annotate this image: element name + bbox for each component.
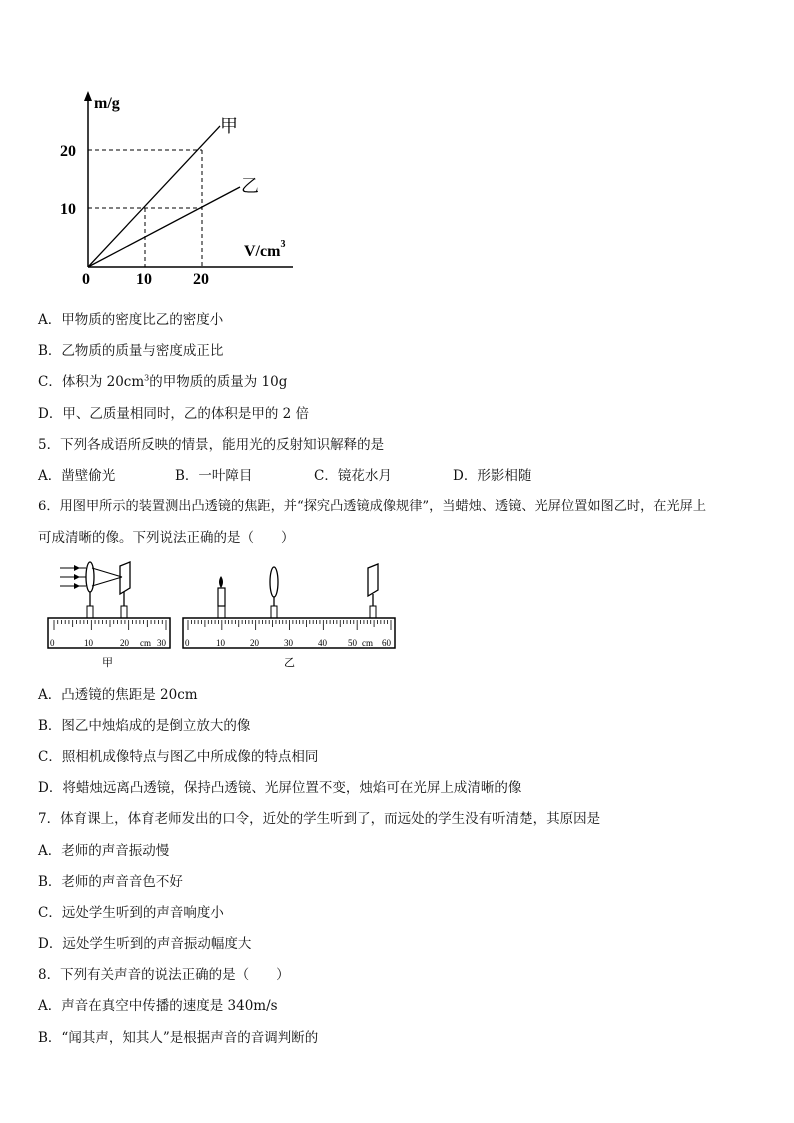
fig-jia-tick-20: 20 — [120, 638, 129, 648]
fig-yi-tick-10: 10 — [216, 638, 225, 648]
q5-option-b: B．一叶障目 — [175, 468, 253, 484]
fig-yi-tick-20: 20 — [250, 638, 259, 648]
label-jia: 甲 — [220, 116, 238, 136]
figure-yi — [180, 560, 400, 670]
q8-stem: 8．下列有关声音的说法正确的是（ ） — [38, 967, 290, 983]
q5-option-d: D．形影相随 — [453, 468, 532, 484]
fig-yi-tick-0: 0 — [185, 638, 190, 648]
x-tick-10: 10 — [136, 271, 152, 288]
x-tick-20: 20 — [193, 271, 209, 288]
label-yi: 乙 — [241, 176, 259, 196]
q4-option-a: A．甲物质的密度比乙的密度小 — [38, 312, 224, 328]
fig-yi-tick-60: 60 — [382, 638, 391, 648]
fig-yi-tick-40: 40 — [318, 638, 327, 648]
q5-option-a: A．凿壁偷光 — [38, 468, 116, 484]
figure-jia — [46, 560, 176, 670]
origin-label: 0 — [82, 271, 90, 288]
q6-stem-line1: 6．用图甲所示的装置测出凸透镜的焦距，并“探究凸透镜成像规律”，当蜡烛、透镜、光屏位置如图乙时，在光屏上 — [38, 499, 707, 514]
fig-yi-tick-50: 50 — [348, 638, 357, 648]
lens-jia — [86, 562, 94, 592]
q4-option-c-post: 的甲物质的质量为 10g — [149, 374, 288, 390]
q4-option-c-sup: 3 — [144, 373, 150, 383]
ruler-jia — [48, 618, 170, 648]
y-tick-10: 10 — [60, 201, 76, 218]
q8-option-b: B．“闻其声，知其人”是根据声音的音调判断的 — [38, 1030, 319, 1046]
q7-option-c: C．远处学生听到的声音响度小 — [38, 905, 224, 921]
q7-option-d: D．远处学生听到的声音振动幅度大 — [38, 936, 252, 952]
fig-yi-label: 乙 — [284, 657, 295, 669]
fig-yi-tick-cm: cm — [362, 638, 373, 648]
q7-option-a: A．老师的声音振动慢 — [38, 843, 170, 859]
x-axis-label: $V/cm^3$ — [244, 239, 286, 260]
fig-jia-tick-cm: cm — [140, 638, 151, 648]
fig-yi-tick-30: 30 — [284, 638, 293, 648]
fig-jia-tick-10: 10 — [84, 638, 93, 648]
q8-option-a: A．声音在真空中传播的速度是 340m/s — [38, 998, 278, 1014]
q7-stem: 7．体育课上，体育老师发出的口令，近处的学生听到了，而远处的学生没有听清楚，其原因是 — [38, 811, 601, 827]
q4-option-b: B．乙物质的质量与密度成正比 — [38, 343, 224, 359]
fig-jia-tick-0: 0 — [50, 638, 55, 648]
screen-yi — [368, 564, 378, 596]
fig-jia-tick-30: 30 — [157, 638, 166, 648]
line-yi — [88, 187, 240, 267]
y-axis-label: m/g — [94, 95, 120, 112]
q4-option-c — [38, 373, 287, 391]
q5-stem: 5．下列各成语所反映的情景，能用光的反射知识解释的是 — [38, 437, 385, 453]
candle — [218, 588, 225, 606]
q6-option-c: C．照相机成像特点与图乙中所成像的特点相同 — [38, 749, 319, 765]
q5-option-c: C．镜花水月 — [314, 468, 392, 484]
q6-stem-line2: 可成清晰的像。下列说法正确的是（ ） — [38, 530, 295, 546]
screen-jia — [120, 562, 130, 594]
mass-volume-graph — [58, 88, 318, 288]
y-tick-20: 20 — [60, 143, 76, 160]
q6-option-a: A．凸透镜的焦距是 20cm — [38, 687, 198, 703]
q4-option-c-pre: C．体积为 20cm — [38, 374, 145, 390]
q7-option-b: B．老师的声音音色不好 — [38, 874, 183, 890]
fig-jia-label: 甲 — [102, 657, 113, 669]
q6-option-b: B．图乙中烛焰成的是倒立放大的像 — [38, 718, 251, 734]
lens-yi — [270, 567, 278, 597]
q4-option-d: D．甲、乙质量相同时，乙的体积是甲的 2 倍 — [38, 406, 309, 422]
line-jia — [88, 126, 220, 267]
q6-option-d: D．将蜡烛远离凸透镜，保持凸透镜、光屏位置不变，烛焰可在光屏上成清晰的像 — [38, 780, 522, 796]
